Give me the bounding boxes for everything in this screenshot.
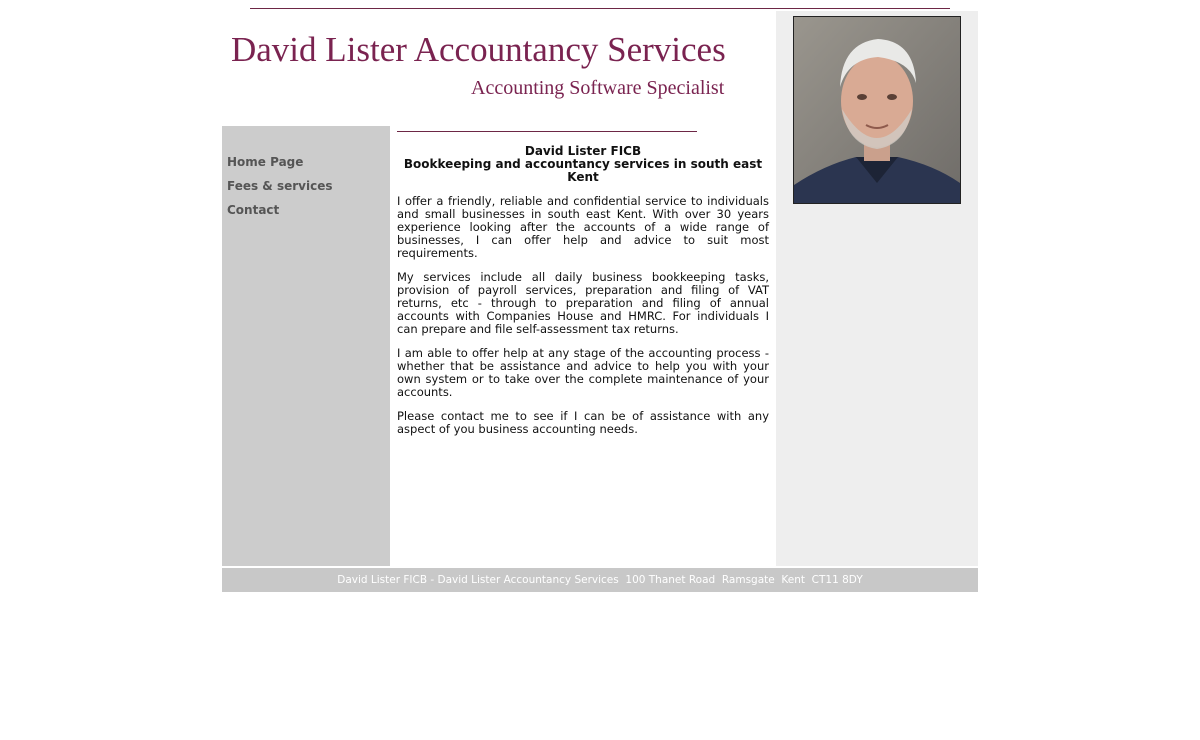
site-subtitle: Accounting Software Specialist [471,77,725,99]
sidebar [222,126,390,566]
top-divider [250,8,950,9]
nav-link-home[interactable]: Home Page [227,155,304,169]
site-title: David Lister Accountancy Services [231,30,726,69]
content-body [397,145,769,447]
heading-tagline: Bookkeeping and accountancy services in south east Kent [403,157,763,184]
main-content [390,126,776,566]
support-paragraph: I am able to offer help at any stage of the accounting process - whether that be assistance and advice to help you with your own system or to take over the complete maintenance of your accounts. [397,346,769,399]
footer-address: David Lister FICB - David Lister Accountancy Services 100 Thanet Road Ramsgate Kent CT11 8DY [222,568,978,592]
portrait-image [794,17,960,203]
services-paragraph: My services include all daily business bookkeeping tasks, provision of payroll services, preparation and filing of VAT returns, etc - through to preparation and filing of annual accounts with Companies House and HMRC. For individuals I can prepare and file self-assessment tax returns. [397,270,769,336]
profile-photo [793,16,961,204]
heading-name: David Lister FICB [524,144,642,158]
nav-link-contact[interactable]: Contact [227,203,280,217]
nav-link-fees-services[interactable]: Fees & services [227,179,333,193]
main-navigation [227,154,332,226]
content-heading [397,145,769,184]
content-divider [397,131,697,132]
contact-paragraph: Please contact me to see if I can be of assistance with any aspect of you business accounting needs. [397,409,769,436]
intro-paragraph: I offer a friendly, reliable and confidential service to individuals and small businesses in south east Kent. With over 30 years experience looking after the accounts of a wide range of businesses, I can offer help and advice to suit most requirements. [397,194,769,260]
